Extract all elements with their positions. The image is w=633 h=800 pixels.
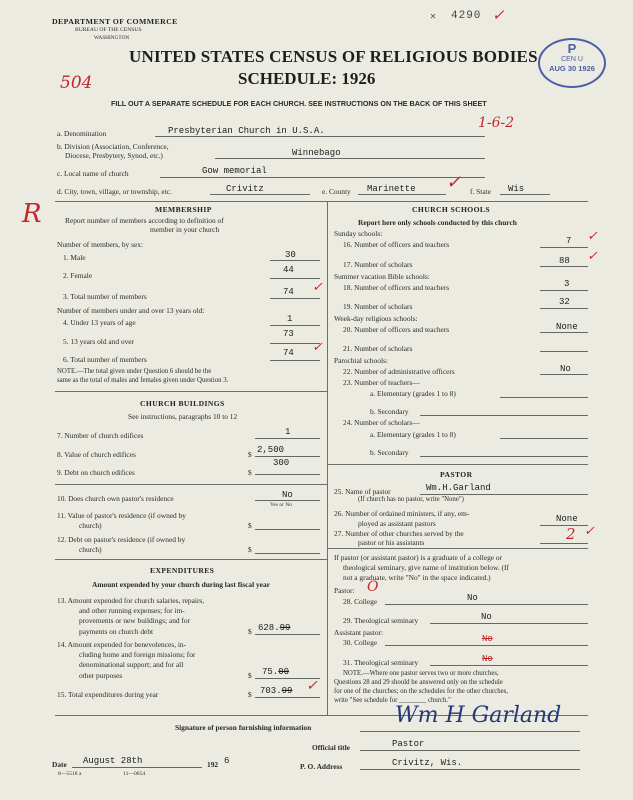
q31-label: 31. Theological seminary	[343, 658, 419, 667]
q12-dollar: $	[248, 545, 252, 554]
division-label-line1: b. Division (Association, Conference,	[57, 142, 169, 151]
q28-label: 28. College	[343, 597, 378, 606]
membership-heading: MEMBERSHIP	[155, 205, 212, 214]
q14-label-line4: other purposes	[79, 671, 123, 680]
q27-value: 2	[566, 525, 576, 543]
q9-underline	[255, 474, 320, 475]
stamp-letter: P	[567, 41, 577, 56]
year-prefix: 192	[207, 760, 219, 769]
form-title: UNITED STATES CENSUS OF RELIGIOUS BODIES	[129, 47, 538, 66]
q22-label: 22. Number of administrative officers	[343, 367, 455, 376]
weekday-schools-label: Week-day religious schools:	[334, 314, 418, 323]
po-address-value: Crivitz, Wis.	[392, 758, 463, 768]
q9-label: 9. Debt on church edifices	[57, 468, 135, 477]
q23a-label: a. Elementary (grades 1 to 8)	[370, 389, 456, 398]
members-by-sex-label: Number of members, by sex:	[57, 240, 143, 249]
q17-value: 88	[559, 256, 570, 266]
q1-label: 1. Male	[63, 253, 86, 262]
q7-label: 7. Number of church edifices	[57, 431, 144, 440]
pastor-mark-handwritten: O	[367, 579, 379, 595]
q19-label: 19. Number of scholars	[343, 302, 413, 311]
official-title-underline	[360, 750, 580, 751]
q8-dollar: $	[248, 450, 252, 459]
q16-label: 16. Number of officers and teachers	[343, 240, 450, 249]
serial-number-handwritten: 504	[60, 73, 93, 93]
q10-value: No	[282, 490, 293, 500]
county-check-icon: ✓	[446, 172, 462, 193]
po-address-label: P. O. Address	[300, 762, 343, 771]
q23b-underline	[420, 415, 588, 416]
q1-value: 30	[285, 250, 296, 260]
q26-label-line2: ployed as assistant pastors	[358, 519, 436, 528]
q24b-underline	[420, 456, 588, 457]
pastor-subheading: Pastor:	[334, 586, 355, 595]
q15-cents: 99	[281, 686, 293, 696]
bureau-label: BUREAU OF THE CENSUS	[75, 27, 142, 33]
expenditures-sub: Amount expended by your church during last fiscal year	[92, 580, 270, 589]
q14-label-line3: denominational support; and for all	[79, 660, 184, 669]
q24a-underline	[500, 438, 588, 439]
county-label: e. County	[322, 187, 351, 196]
denomination-label: a. Denomination	[57, 129, 107, 138]
q15-underline	[255, 697, 320, 698]
signature-label: Signature of person furnishing information	[175, 723, 312, 732]
q22-underline	[540, 374, 588, 375]
q14-dollar: $	[248, 671, 252, 680]
q18-underline	[540, 290, 588, 291]
q27-underline	[540, 543, 588, 544]
graduate-rule	[327, 548, 588, 549]
q13-dollar: $	[248, 627, 252, 636]
city-label-field: d. City, town, village, or township, etc.	[57, 187, 172, 196]
graduate-instr-3: not a graduate, write "No" in the space indicated.)	[343, 573, 491, 582]
q15-dollars: 703.	[260, 686, 282, 696]
q10-label: 10. Does church own pastor's residence	[57, 494, 174, 503]
q28-value: No	[467, 593, 478, 603]
q11-label-line2: church)	[79, 521, 102, 530]
q5-label: 5. 13 years old and over	[63, 337, 135, 346]
state-underline	[500, 194, 550, 195]
q26-underline	[540, 525, 588, 526]
q10-underline	[255, 500, 320, 501]
q14-dollars: 75.	[262, 667, 279, 677]
q30-value: No	[482, 634, 493, 644]
form-code-2: 11—0054	[123, 771, 146, 777]
age-intro-label: Number of members under and over 13 years old:	[57, 306, 205, 315]
q31-underline	[430, 665, 588, 666]
date-value: August 28th	[83, 756, 143, 766]
q4-value: 1	[287, 314, 293, 324]
q18-value: 3	[564, 279, 570, 289]
signature-underline	[360, 731, 580, 732]
q20-value: None	[556, 322, 578, 332]
q4-underline	[270, 325, 320, 326]
q13-label-line3: provements or new buildings; and for	[79, 616, 191, 625]
pastor-note-1: NOTE.—Where one pastor serves two or more churches,	[343, 670, 499, 677]
q22-value: No	[560, 364, 571, 374]
q17-underline	[540, 266, 588, 267]
q8-label: 8. Value of church edifices	[57, 450, 136, 459]
q29-value: No	[481, 612, 492, 622]
buildings-heading: CHURCH BUILDINGS	[140, 399, 225, 408]
official-title-label: Official title	[312, 743, 350, 752]
q18-label: 18. Number of officers and teachers	[343, 283, 450, 292]
q30-label: 30. College	[343, 638, 378, 647]
q12-underline	[255, 553, 320, 554]
q26-value: None	[556, 514, 578, 524]
state-label: f. State	[470, 187, 491, 196]
expenditures-rule	[55, 559, 327, 560]
q13-cents: 99	[279, 623, 291, 633]
stamp-text: CEN U	[561, 56, 583, 63]
top-rule	[55, 201, 588, 202]
date-underline	[72, 767, 202, 768]
q10-hint: Yes or No	[270, 502, 293, 508]
q29-underline	[430, 623, 588, 624]
q14-label-line2: cluding home and foreign missions; for	[79, 650, 196, 659]
membership-note-1: NOTE.—The total given under Question 6 should be the	[57, 368, 212, 375]
q31-value: No	[482, 654, 493, 664]
form-mark-icon: ✕	[430, 12, 437, 23]
q11-label-line1: 11. Value of pastor's residence (if owned by	[57, 511, 186, 520]
q14-cents: 00	[278, 667, 290, 677]
q17-label: 17. Number of scholars	[343, 260, 413, 269]
schools-heading: CHURCH SCHOOLS	[412, 205, 490, 214]
q3-value: 74	[283, 287, 294, 297]
q12-label-line2: church)	[79, 545, 102, 554]
q23-label: 23. Number of teachers—	[343, 378, 420, 387]
form-number: 4290	[451, 10, 482, 22]
check-mark-icon: ✓	[492, 6, 505, 24]
q29-label: 29. Theological seminary	[343, 616, 419, 625]
q13-value	[258, 623, 290, 633]
column-divider	[327, 201, 328, 716]
q7-underline	[255, 438, 320, 439]
po-address-underline	[360, 769, 580, 770]
schools-intro: Report here only schools conducted by this church	[358, 218, 517, 227]
q2-value: 44	[283, 265, 294, 275]
q16-value: 7	[566, 236, 572, 246]
year-digit: 6	[224, 756, 230, 766]
q30-underline	[385, 645, 588, 646]
received-stamp	[538, 38, 606, 88]
q8-underline	[255, 456, 320, 457]
q13-label-line4: payments on church debt	[79, 627, 154, 636]
q27-check-icon: ✓	[584, 524, 595, 539]
q23a-underline	[500, 397, 588, 398]
q8-value: 2,500	[257, 445, 285, 455]
q3-check-icon: ✓	[312, 280, 323, 295]
department-heading: DEPARTMENT OF COMMERCE	[52, 17, 178, 26]
q2-label: 2. Female	[63, 271, 93, 280]
q14-label-line1: 14. Amount expended for benevolences, in-	[57, 640, 187, 649]
q3-label: 3. Total number of members	[63, 292, 147, 301]
city-underline	[210, 194, 310, 195]
q23b-label: b. Secondary	[370, 407, 409, 416]
division-value: Winnebago	[292, 148, 341, 158]
city-label: WASHINGTON	[94, 35, 130, 41]
form-subtitle: SCHEDULE: 1926	[238, 69, 376, 88]
signature: Wm H Garland	[395, 703, 562, 728]
summer-schools-label: Summer vacation Bible schools:	[334, 272, 430, 281]
q15-value	[260, 686, 292, 696]
official-title-value: Pastor	[392, 739, 425, 749]
sunday-schools-label: Sunday schools:	[334, 229, 383, 238]
q15-label: 15. Total expenditures during year	[57, 690, 159, 699]
instruction-banner: FILL OUT A SEPARATE SCHEDULE FOR EACH CHURCH. SEE INSTRUCTIONS ON THE BACK OF THIS SHEET	[111, 99, 487, 108]
buildings-rule	[55, 391, 327, 392]
graduate-instr-1: If pastor (or assistant pastor) is a graduate of a college or	[334, 553, 503, 562]
buildings-sub: See instructions, paragraphs 10 to 12	[128, 412, 238, 421]
q26-label-line1: 26. Number of ordained ministers, if any, em-	[334, 509, 470, 518]
q2-underline	[270, 278, 320, 279]
q13-underline	[255, 634, 320, 635]
q1-underline	[270, 260, 320, 261]
q12-label-line1: 12. Debt on pastor's residence (if owned by	[57, 535, 186, 544]
county-value: Marinette	[367, 184, 416, 194]
q28-underline	[385, 604, 588, 605]
q19-underline	[540, 308, 588, 309]
date-label: Date	[52, 760, 67, 769]
q13-label-line1: 13. Amount expended for church salaries, repairs,	[57, 596, 205, 605]
division-underline	[215, 158, 485, 159]
q17-check-icon: ✓	[587, 249, 598, 264]
q20-underline	[540, 332, 588, 333]
r-mark-handwritten: R	[22, 199, 42, 229]
pastor-note-3: for one of the churches; on the schedules for the other churches,	[334, 688, 509, 695]
residence-rule	[55, 484, 327, 485]
q25-underline	[420, 494, 588, 495]
local-name-underline	[160, 177, 485, 178]
q16-check-icon: ✓	[587, 229, 598, 244]
membership-note-2: same as the total of males and females given under Question 3.	[57, 377, 229, 384]
q21-underline	[540, 351, 588, 352]
q6-label: 6. Total number of members	[63, 355, 147, 364]
q20-label: 20. Number of officers and teachers	[343, 325, 450, 334]
form-code-1: 8—5518 a	[58, 771, 82, 777]
stamp-date: AUG 30 1926	[549, 64, 595, 73]
q27-label-line2: pastor or his assistants	[358, 538, 425, 547]
q13-dollars: 628.	[258, 623, 280, 633]
pastor-heading: PASTOR	[440, 470, 473, 479]
parochial-schools-label: Parochial schools:	[334, 356, 388, 365]
q24-label: 24. Number of scholars—	[343, 418, 420, 427]
q15-dollar: $	[248, 690, 252, 699]
q7-value: 1	[285, 427, 291, 437]
q14-value	[262, 667, 289, 677]
division-label-line2: Diocese, Presbytery, Synod, etc.)	[65, 151, 163, 160]
pastor-note-2: Questions 28 and 29 should be answered only on the schedule	[334, 679, 503, 686]
q24a-label: a. Elementary (grades 1 to 8)	[370, 430, 456, 439]
membership-intro-1: Report number of members according to definition of	[65, 216, 224, 225]
q21-label: 21. Number of scholars	[343, 344, 413, 353]
membership-intro-2: member in your church	[150, 225, 220, 234]
q9-value: 300	[273, 458, 290, 468]
pastor-rule	[327, 464, 588, 465]
q6-value: 74	[283, 348, 294, 358]
expenditures-heading: EXPENDITURES	[150, 566, 215, 575]
pastor-note-4: write "See schedule for ________ church."	[334, 697, 451, 704]
q19-value: 32	[559, 297, 570, 307]
assistant-subheading: Assistant pastor:	[334, 628, 384, 637]
q6-check-icon: ✓	[312, 340, 323, 355]
q3-underline	[270, 298, 320, 299]
county-underline	[358, 194, 446, 195]
denomination-value: Presbyterian Church in U.S.A.	[168, 126, 325, 136]
graduate-instr-2: theological seminary, give name of institution below. (If	[343, 563, 509, 572]
q9-dollar: $	[248, 468, 252, 477]
q15-check-icon: ✓	[306, 678, 318, 694]
q11-dollar: $	[248, 521, 252, 530]
q4-label: 4. Under 13 years of age	[63, 318, 136, 327]
q25-label: 25. Name of pastor	[334, 487, 391, 496]
q25-value: Wm.H.Garland	[426, 483, 491, 493]
local-name-value: Gow memorial	[202, 166, 267, 176]
state-value: Wis	[508, 184, 525, 194]
date-mark-handwritten: 1-6-2	[478, 115, 515, 131]
q16-underline	[540, 247, 588, 248]
q24b-label: b. Secondary	[370, 448, 409, 457]
q25-note: (If church has no pastor, write "None")	[358, 496, 464, 503]
q6-underline	[270, 360, 320, 361]
local-name-label: c. Local name of church	[57, 169, 129, 178]
q5-value: 73	[283, 329, 294, 339]
city-value: Crivitz	[226, 184, 264, 194]
q13-label-line2: and other running expenses; for im-	[79, 606, 185, 615]
denomination-underline	[155, 136, 485, 137]
q27-label-line1: 27. Number of other churches served by the	[334, 529, 464, 538]
q11-underline	[255, 529, 320, 530]
